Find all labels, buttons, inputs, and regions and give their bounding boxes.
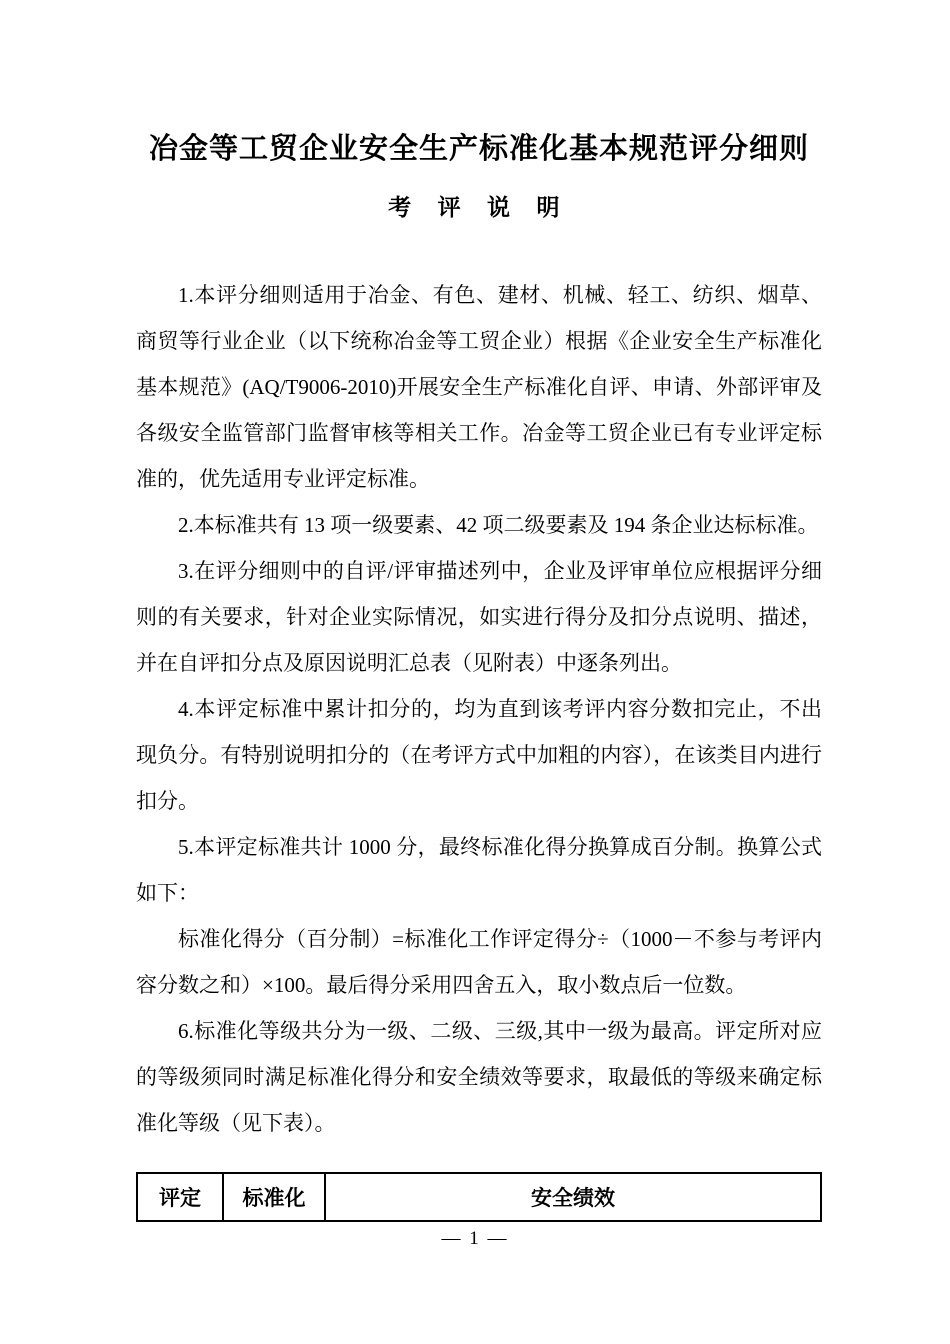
document-title: 冶金等工贸企业安全生产标准化基本规范评分细则 xyxy=(148,133,809,165)
grade-table xyxy=(136,1172,822,1222)
page-number: — 1 — xyxy=(441,1228,509,1249)
document-body xyxy=(136,272,822,1146)
paragraph-1: 1.本评分细则适用于冶金、有色、建材、机械、轻工、纺织、烟草、商贸等行业企业（以下统称冶金等工贸企业）根据《企业安全生产标准化基本规范》(AQ/T9006-2010)开展安全生产标准化自评、申请、外部评审及各级安全监管部门监督审核等相关工作。冶金等工贸企业已有专业评定标准的，优先适用专业评定标准。 xyxy=(136,283,822,491)
paragraph-5: 5.本评定标准共计 1000 分，最终标准化得分换算成百分制。换算公式如下： xyxy=(136,835,822,905)
grade-table-header-row xyxy=(137,1173,821,1221)
paragraph-4: 4.本评定标准中累计扣分的，均为直到该考评内容分数扣完止，不出现负分。有特别说明扣分的（在考评方式中加粗的内容），在该类目内进行扣分。 xyxy=(136,697,822,813)
paragraph-3: 3.在评分细则中的自评/评审描述列中，企业及评审单位应根据评分细则的有关要求，针对企业实际情况，如实进行得分及扣分点说明、描述，并在自评扣分点及原因说明汇总表（见附表）中逐条列出。 xyxy=(136,559,822,675)
table-header-biaozhunhua: 标准化 xyxy=(223,1173,325,1221)
paragraph-formula: 标准化得分（百分制）=标准化工作评定得分÷（1000－不参与考评内容分数之和）×100。最后得分采用四舍五入，取小数点后一位数。 xyxy=(136,927,822,997)
table-header-anquanjixiao: 安全绩效 xyxy=(325,1173,821,1221)
paragraph-2: 2.本标准共有 13 项一级要素、42 项二级要素及 194 条企业达标标准。 xyxy=(178,513,819,537)
paragraph-6: 6.标准化等级共分为一级、二级、三级,其中一级为最高。评定所对应的等级须同时满足标准化得分和安全绩效等要求，取最低的等级来确定标准化等级（见下表）。 xyxy=(136,1019,822,1135)
document-subtitle: 考 评 说 明 xyxy=(388,195,570,220)
table-header-pingding: 评定 xyxy=(137,1173,223,1221)
